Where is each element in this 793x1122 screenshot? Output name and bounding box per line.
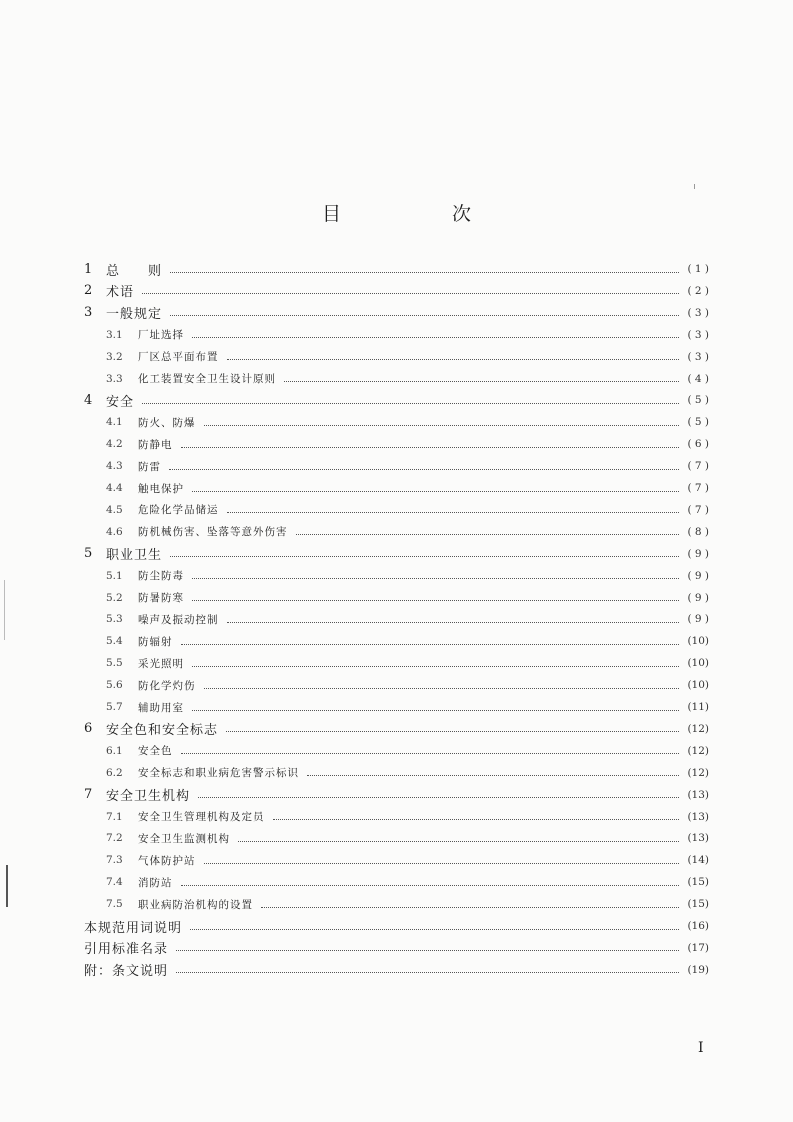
toc-entry[interactable]: [106, 369, 709, 389]
toc-entry-page: ( 9 ): [687, 591, 709, 604]
toc-entry-label: 引用标准名录: [84, 942, 169, 958]
toc-entry-label: 防机械伤害、坠落等意外伤害: [138, 526, 288, 539]
toc-entry-label: 安全标志和职业病危害警示标识: [138, 767, 299, 780]
toc-entry-page: (17): [687, 941, 709, 954]
toc-entry[interactable]: [106, 763, 709, 783]
dot-leader: [296, 534, 680, 535]
toc-entry-label: 触电保护: [138, 482, 184, 495]
toc-entry-number: 6: [84, 721, 93, 737]
toc-entry-page: (13): [687, 788, 709, 801]
toc-entry-number: 5.1: [106, 569, 123, 582]
toc-entry[interactable]: [106, 434, 709, 454]
toc-entry-label: 职业病防治机构的设置: [138, 898, 253, 911]
toc-entry-page: ( 4 ): [687, 372, 709, 385]
dot-leader: [170, 272, 679, 273]
toc-entry-label: 防静电: [138, 438, 173, 451]
toc-entry-label: 安全卫生机构: [106, 789, 191, 805]
toc-entry-page: (16): [687, 920, 709, 932]
toc-entry-page: (11): [687, 701, 709, 713]
toc-entry-number: 7.1: [106, 810, 123, 823]
toc-entry-label: 总 则: [106, 263, 163, 279]
page-title: 目 次: [321, 202, 517, 225]
dot-leader: [170, 556, 679, 557]
toc-entry[interactable]: [106, 894, 709, 914]
toc-entry-number: 7.5: [106, 898, 123, 911]
toc-entry[interactable]: [106, 697, 709, 717]
toc-entry-page: ( 5 ): [687, 416, 709, 429]
toc-entry[interactable]: [106, 631, 709, 651]
toc-entry-page: ( 9 ): [687, 613, 709, 626]
toc-entry-number: 4.1: [106, 416, 123, 429]
toc-entry[interactable]: [84, 916, 709, 936]
toc-entry-number: 4.2: [106, 438, 123, 451]
toc-entry-page: ( 9 ): [687, 547, 709, 560]
toc-entry-number: 3.3: [106, 372, 123, 385]
toc-entry[interactable]: [106, 807, 709, 827]
toc-entry-label: 采光照明: [138, 657, 184, 670]
toc-entry[interactable]: [106, 566, 709, 586]
toc-entry-label: 防化学灼伤: [138, 679, 196, 692]
toc-entry[interactable]: [106, 347, 709, 367]
toc-entry-number: 7.4: [106, 876, 123, 889]
toc-entry-label: 本规范用词说明: [84, 920, 183, 936]
toc-entry-page: ( 8 ): [687, 525, 709, 538]
toc-entry-label: 危险化学品储运: [138, 504, 219, 517]
toc-entry-number: 4.4: [106, 482, 123, 494]
toc-entry-label: 安全色: [138, 745, 173, 758]
toc-entry-number: 3.1: [106, 328, 123, 341]
toc-entry-number: 3: [84, 305, 93, 321]
toc-entry-label: 防火、防爆: [138, 416, 196, 429]
toc-entry-page: ( 5 ): [687, 394, 709, 407]
dot-leader: [227, 512, 680, 513]
toc-entry[interactable]: [106, 653, 709, 673]
dot-leader: [238, 841, 679, 842]
toc-entry-label: 职业卫生: [106, 548, 163, 564]
toc-entry[interactable]: [106, 741, 709, 761]
toc-entry-page: (10): [687, 679, 709, 692]
toc-entry-label: 防雷: [138, 460, 161, 473]
toc-entry-number: 4.6: [106, 525, 123, 538]
dot-leader: [192, 666, 679, 667]
toc-entry-page: (13): [687, 832, 709, 845]
toc-entry-page: (15): [687, 898, 709, 911]
toc-entry-label: 厂址选择: [138, 329, 184, 342]
toc-entry-label: 安全卫生管理机构及定员: [138, 811, 265, 823]
toc-entry-number: 4: [84, 392, 93, 408]
toc-entry-number: 4.5: [106, 503, 123, 516]
dot-leader: [273, 819, 680, 820]
toc-entry[interactable]: [106, 456, 709, 476]
toc-entry-page: (15): [687, 876, 709, 889]
dot-leader: [226, 731, 679, 732]
page-number: I: [698, 1040, 704, 1056]
toc-entry-label: 防暑防寒: [138, 592, 184, 604]
scan-mark: [4, 580, 5, 640]
toc-entry-page: ( 3 ): [687, 306, 709, 319]
toc-entry-page: (13): [687, 810, 709, 823]
toc-entry-label: 安全: [106, 394, 135, 410]
toc-entry-label: 厂区总平面布置: [138, 351, 219, 364]
dot-leader: [176, 950, 679, 951]
dot-leader: [192, 600, 679, 601]
toc-entry-number: 5: [84, 546, 93, 562]
toc-entry-label: 术语: [106, 285, 135, 301]
toc-entry[interactable]: [106, 325, 709, 345]
toc-entry-number: 6.2: [106, 766, 123, 779]
toc-entry-number: 6.1: [106, 744, 123, 757]
toc-entry-label: 安全色和安全标志: [106, 723, 219, 739]
toc-entry[interactable]: [84, 960, 709, 980]
toc-entry-label: 噪声及振动控制: [138, 613, 219, 626]
toc-entry-number: 5.6: [106, 679, 123, 692]
toc-entry-page: ( 1 ): [687, 263, 709, 275]
toc-entry-page: ( 6 ): [687, 438, 709, 451]
toc-entry-number: 5.3: [106, 613, 123, 626]
dot-leader: [192, 578, 679, 579]
dot-leader: [181, 885, 680, 886]
toc-entry-number: 1: [84, 261, 93, 277]
dot-leader: [261, 907, 679, 908]
scan-mark: [694, 184, 695, 189]
toc-entry-page: ( 7 ): [687, 503, 709, 516]
dot-leader: [190, 929, 679, 930]
toc-entry-label: 消防站: [138, 876, 173, 889]
dot-leader: [198, 797, 679, 798]
toc-entry[interactable]: [84, 938, 709, 958]
toc-entry-number: 7.2: [106, 832, 123, 845]
toc-entry-label: 附：条文说明: [84, 964, 169, 980]
toc-entry-page: (12): [687, 766, 709, 779]
toc-entry-page: ( 9 ): [687, 569, 709, 582]
toc-entry[interactable]: [84, 719, 709, 739]
dot-leader: [181, 644, 680, 645]
dot-leader: [227, 622, 680, 623]
dot-leader: [169, 469, 679, 470]
toc-entry-page: ( 7 ): [687, 460, 709, 473]
toc-entry[interactable]: [106, 522, 709, 542]
dot-leader: [181, 447, 680, 448]
scan-mark: [6, 865, 8, 907]
toc-entry-label: 安全卫生监测机构: [138, 832, 230, 845]
toc-entry-number: 7: [84, 787, 93, 803]
toc-entry[interactable]: [84, 544, 709, 564]
toc-entry[interactable]: [84, 390, 709, 410]
toc-entry-label: 一般规定: [106, 307, 163, 323]
toc-entry[interactable]: [106, 850, 709, 870]
toc-entry[interactable]: [106, 588, 709, 608]
toc-entry-number: 5.7: [106, 701, 123, 713]
toc-entry[interactable]: [84, 281, 709, 301]
table-of-contents: [0, 259, 793, 979]
dot-leader: [204, 688, 680, 689]
toc-entry-number: 2: [84, 283, 93, 299]
toc-entry-number: 4.3: [106, 460, 123, 473]
dot-leader: [142, 403, 679, 404]
toc-entry-label: 防辐射: [138, 635, 173, 648]
toc-entry-label: 防尘防毒: [138, 570, 184, 583]
toc-entry-page: (19): [687, 963, 709, 976]
dot-leader: [307, 775, 679, 776]
toc-entry-page: ( 3 ): [687, 328, 709, 341]
toc-entry[interactable]: [106, 609, 709, 629]
toc-entry-label: 化工装置安全卫生设计原则: [138, 373, 276, 385]
toc-entry-label: 辅助用室: [138, 701, 184, 714]
dot-leader: [192, 710, 679, 711]
toc-entry-page: (12): [687, 722, 709, 735]
dot-leader: [204, 863, 680, 864]
toc-entry[interactable]: [106, 478, 709, 498]
toc-entry-number: 5.4: [106, 635, 123, 648]
toc-entry[interactable]: [84, 303, 709, 323]
toc-entry[interactable]: [106, 500, 709, 520]
dot-leader: [192, 337, 679, 338]
toc-entry-page: ( 7 ): [687, 482, 709, 494]
toc-entry-number: 3.2: [106, 350, 123, 363]
toc-entry[interactable]: [84, 785, 709, 805]
toc-entry-number: 5.5: [106, 657, 123, 670]
toc-entry[interactable]: [106, 828, 709, 848]
toc-entry-page: ( 3 ): [687, 350, 709, 363]
toc-entry[interactable]: [106, 412, 709, 432]
dot-leader: [284, 381, 679, 382]
dot-leader: [227, 359, 680, 360]
toc-entry-page: (12): [687, 744, 709, 757]
dot-leader: [192, 491, 679, 492]
toc-entry-label: 气体防护站: [138, 854, 196, 867]
dot-leader: [204, 425, 680, 426]
dot-leader: [142, 293, 679, 294]
toc-entry-page: (10): [687, 635, 709, 648]
toc-entry[interactable]: [106, 872, 709, 892]
dot-leader: [181, 753, 680, 754]
dot-leader: [170, 315, 679, 316]
toc-entry-page: (14): [687, 854, 709, 867]
toc-entry[interactable]: [84, 259, 709, 279]
toc-entry[interactable]: [106, 675, 709, 695]
toc-entry-page: ( 2 ): [687, 284, 709, 297]
dot-leader: [176, 972, 679, 973]
toc-entry-page: (10): [687, 657, 709, 670]
toc-entry-number: 5.2: [106, 591, 123, 604]
toc-entry-number: 7.3: [106, 854, 123, 867]
